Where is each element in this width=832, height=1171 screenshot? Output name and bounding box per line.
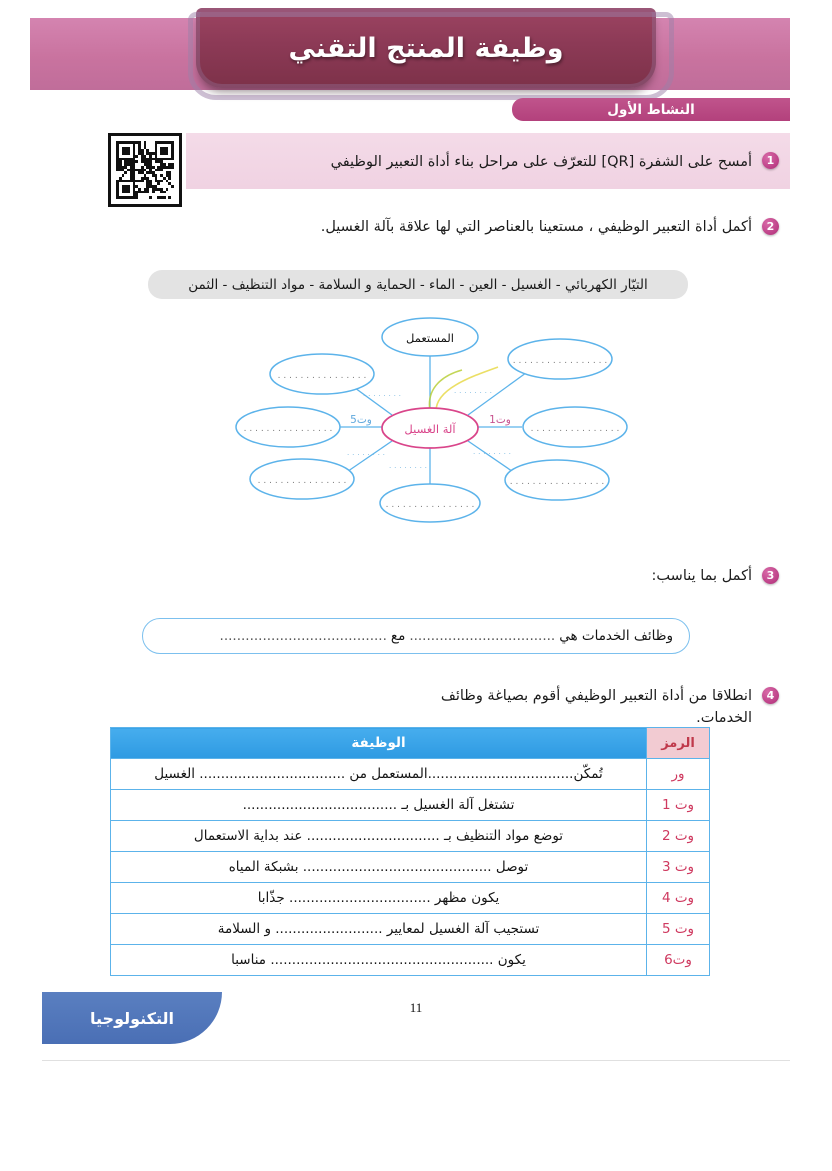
footer-subject-label: التكنولوجيا	[90, 1008, 174, 1028]
svg-text:. . . . . . . .: . . . . . . . .	[362, 389, 402, 398]
diagram-edge-label-wt1: وت1	[489, 414, 511, 426]
svg-text:. . . . . . . .: . . . . . . . .	[453, 386, 493, 395]
question-3-bullet: 3	[762, 567, 779, 584]
page-number: 11	[409, 1000, 423, 1015]
table-row	[111, 883, 710, 914]
table-row	[111, 914, 710, 945]
svg-text:. . . . . . . . . . . . . . .: . . . . . . . . . . . . . . . . .	[512, 356, 608, 366]
svg-text:. . . . . . . . . . . . . . .: . . . . . . . . . . . . . . . .	[530, 424, 620, 434]
table-cell-symbol: وت 1	[647, 790, 710, 821]
diagram-edge-label-wt5: وت5	[350, 414, 372, 426]
diagram-top-node-label: المستعمل	[406, 331, 454, 345]
question-2-bullet: 2	[762, 218, 779, 235]
table-row	[111, 759, 710, 790]
table-cell-function[interactable]: يكون .................................................... مناسبا	[111, 945, 647, 976]
table-row	[111, 852, 710, 883]
table-cell-symbol: وت 3	[647, 852, 710, 883]
answer-blank-2: .......................................	[219, 628, 387, 644]
table-row	[111, 945, 710, 976]
qr-code-icon[interactable]	[108, 133, 182, 207]
word-bank: التيّار الكهربائي - الغسيل - العين - الماء - الحماية و السلامة - مواد التنظيف - الثمن	[148, 270, 688, 299]
question-4-text: انطلاقا من أداة التعبير الوظيفي أقوم بصياغة وظائف الخدمات.	[440, 688, 752, 726]
table-cell-symbol: وت 4	[647, 883, 710, 914]
activity-label-band	[512, 98, 790, 121]
table-cell-function[interactable]: يكون مظهر ................................. جذّابا	[111, 883, 647, 914]
table-cell-symbol: وت6	[647, 945, 710, 976]
answer-middle: مع	[390, 628, 406, 644]
svg-text:. . . . . . . .: . . . . . . . .	[388, 461, 428, 470]
table-cell-function[interactable]: تشتغل آلة الغسيل بـ ....................................	[111, 790, 647, 821]
table-row	[111, 790, 710, 821]
functions-table	[110, 727, 710, 976]
answer-box-services[interactable]	[142, 618, 690, 654]
question-2-text: أكمل أداة التعبير الوظيفي ، مستعينا بالعناصر التي لها علاقة بآلة الغسيل.	[320, 219, 752, 235]
table-header-symbol: الرمز	[647, 728, 710, 759]
table-cell-function[interactable]: تستجيب آلة الغسيل لمعايير ......................... و السلامة	[111, 914, 647, 945]
diagram-center-label: آلة الغسيل	[404, 422, 456, 436]
table-cell-function[interactable]: تُمكّن..................................المستعمل من .................................. الغسيل	[111, 759, 647, 790]
svg-text:. . . . . . . . . . . . . . .: . . . . . . . . . . . . . . . . .	[509, 477, 605, 487]
table-header-function: الوظيفة	[111, 728, 647, 759]
svg-text:. . . . . . . . . . . . . . .: . . . . . . . . . . . . . . . .	[243, 424, 333, 434]
svg-text:. . . . . . . . . . . . . . .: . . . . . . . . . . . . . . . .	[385, 500, 475, 510]
svg-text:. . . . . . . .: . . . . . . . .	[346, 448, 386, 457]
question-1-text: أمسح على الشفرة [QR] للتعرّف على مراحل بناء أداة التعبير الوظيفي	[330, 154, 752, 170]
table-row	[111, 821, 710, 852]
table-cell-symbol: وت 2	[647, 821, 710, 852]
table-header-row	[111, 728, 710, 759]
table-cell-symbol: ور	[647, 759, 710, 790]
table-cell-function[interactable]: توضع مواد التنظيف بـ ............................... عند بداية الاستعمال	[111, 821, 647, 852]
activity-label: النشاط الأول	[607, 101, 695, 118]
table-cell-function[interactable]: توصل ............................................ بشبكة المياه	[111, 852, 647, 883]
question-3-text: أكمل بما يناسب:	[651, 568, 752, 584]
question-1-bullet: 1	[762, 152, 779, 169]
table-cell-symbol: وت 5	[647, 914, 710, 945]
question-4-bullet: 4	[762, 687, 779, 704]
svg-text:. . . . . . . .: . . . . . . . .	[472, 447, 512, 456]
page-title-plate	[196, 8, 656, 88]
svg-text:. . . . . . . . . . . . . . .: . . . . . . . . . . . . . . . .	[277, 371, 367, 381]
answer-blank-1: ..................................	[409, 628, 556, 644]
page-title: وظيفة المنتج التقني	[288, 32, 564, 64]
svg-text:. . . . . . . . . . . . . . .: . . . . . . . . . . . . . . . .	[257, 476, 347, 486]
answer-prefix: وظائف الخدمات هي	[559, 628, 673, 644]
footer-divider	[42, 1060, 790, 1061]
function-analysis-diagram	[230, 315, 630, 535]
